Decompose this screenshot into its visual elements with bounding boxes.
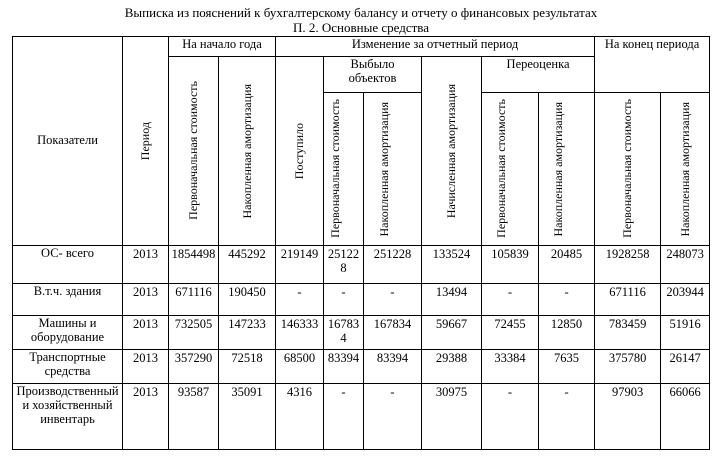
- cell-disp-cost: 83394: [324, 349, 364, 383]
- row-label: Производственный и хозяйственный инвентарь: [13, 383, 123, 449]
- cell-reval-amort: -: [539, 283, 595, 315]
- cell-period: 2013: [123, 383, 169, 449]
- cell-reval-cost: -: [482, 283, 539, 315]
- cell-reval-amort: 20485: [539, 245, 595, 283]
- row-label: Машины и оборудование: [13, 315, 123, 349]
- cell-start-amort: 190450: [219, 283, 276, 315]
- cell-disp-cost: 167834: [324, 315, 364, 349]
- cell-disp-amort: -: [364, 283, 422, 315]
- cell-disp-amort: 167834: [364, 315, 422, 349]
- row-label: Транспортные средства: [13, 349, 123, 383]
- cell-disp-cost: -: [324, 283, 364, 315]
- header-end-initial-cost: Первоначальная стоимость: [595, 93, 661, 245]
- cell-accrued: 59667: [422, 315, 482, 349]
- header-change: Изменение за отчетный период: [276, 37, 595, 57]
- document-title: Выписка из пояснений к бухгалтерскому балансу и отчету о финансовых результатах: [124, 5, 598, 20]
- cell-disp-amort: 83394: [364, 349, 422, 383]
- table-row: [13, 315, 710, 349]
- header-received: Поступило: [276, 57, 324, 245]
- cell-end-amort: 203944: [661, 283, 710, 315]
- cell-end-amort: 26147: [661, 349, 710, 383]
- header-indicators: Показатели: [13, 37, 123, 246]
- cell-end-amort: 51916: [661, 315, 710, 349]
- cell-disp-amort: -: [364, 383, 422, 449]
- row-label: ОС- всего: [13, 245, 123, 283]
- cell-end-cost: 1928258: [595, 245, 661, 283]
- cell-received: 68500: [276, 349, 324, 383]
- cell-start-amort: 147233: [219, 315, 276, 349]
- cell-start-cost: 671116: [169, 283, 219, 315]
- cell-accrued: 13494: [422, 283, 482, 315]
- cell-start-amort: 445292: [219, 245, 276, 283]
- cell-start-cost: 732505: [169, 315, 219, 349]
- cell-start-amort: 35091: [219, 383, 276, 449]
- table-row: [13, 383, 710, 449]
- cell-received: 4316: [276, 383, 324, 449]
- cell-disp-amort: 251228: [364, 245, 422, 283]
- fixed-assets-table: [12, 36, 710, 450]
- cell-end-amort: 248073: [661, 245, 710, 283]
- header-start-accumulated: Накопленная амортизация: [219, 57, 276, 245]
- header-disposed-accumulated: Накопленная амортизация: [364, 93, 422, 245]
- cell-end-cost: 671116: [595, 283, 661, 315]
- header-disposed: Выбыло объектов: [324, 57, 422, 93]
- header-reval-initial-cost: Первоначальная стоимость: [482, 93, 539, 245]
- cell-received: 146333: [276, 315, 324, 349]
- table-row: [13, 283, 710, 315]
- cell-accrued: 29388: [422, 349, 482, 383]
- cell-disp-cost: 251228: [324, 245, 364, 283]
- cell-accrued: 133524: [422, 245, 482, 283]
- header-revaluation: Переоценка: [482, 57, 595, 93]
- cell-reval-cost: 105839: [482, 245, 539, 283]
- header-reval-accumulated: Накопленная амортизация: [539, 93, 595, 245]
- cell-period: 2013: [123, 245, 169, 283]
- cell-end-amort: 66066: [661, 383, 710, 449]
- header-start-of-year: На начало года: [169, 37, 276, 57]
- table-row: [13, 245, 710, 283]
- cell-disp-cost: -: [324, 383, 364, 449]
- cell-reval-amort: 12850: [539, 315, 595, 349]
- cell-end-cost: 375780: [595, 349, 661, 383]
- row-label: В.т.ч. здания: [13, 283, 123, 315]
- cell-reval-cost: 72455: [482, 315, 539, 349]
- cell-period: 2013: [123, 349, 169, 383]
- header-accrued-depreciation: Начисленная амортизация: [422, 57, 482, 245]
- cell-reval-amort: 7635: [539, 349, 595, 383]
- cell-end-cost: 97903: [595, 383, 661, 449]
- table-row: [13, 349, 710, 383]
- cell-start-cost: 93587: [169, 383, 219, 449]
- header-end-accumulated: Накопленная амортизация: [661, 93, 710, 245]
- cell-start-amort: 72518: [219, 349, 276, 383]
- cell-start-cost: 1854498: [169, 245, 219, 283]
- cell-reval-cost: 33384: [482, 349, 539, 383]
- cell-received: 219149: [276, 245, 324, 283]
- cell-reval-cost: -: [482, 383, 539, 449]
- cell-end-cost: 783459: [595, 315, 661, 349]
- cell-received: -: [276, 283, 324, 315]
- table-subtitle: П. 2. Основные средства: [292, 20, 430, 35]
- header-disposed-initial-cost: Первоначальная стоимость: [324, 93, 364, 245]
- cell-period: 2013: [123, 283, 169, 315]
- header-end-of-period: На конец периода: [595, 37, 710, 93]
- cell-period: 2013: [123, 315, 169, 349]
- header-start-initial-cost: Первоначальная стоимость: [169, 57, 219, 245]
- cell-reval-amort: -: [539, 383, 595, 449]
- cell-accrued: 30975: [422, 383, 482, 449]
- cell-start-cost: 357290: [169, 349, 219, 383]
- header-period: Период: [123, 37, 169, 246]
